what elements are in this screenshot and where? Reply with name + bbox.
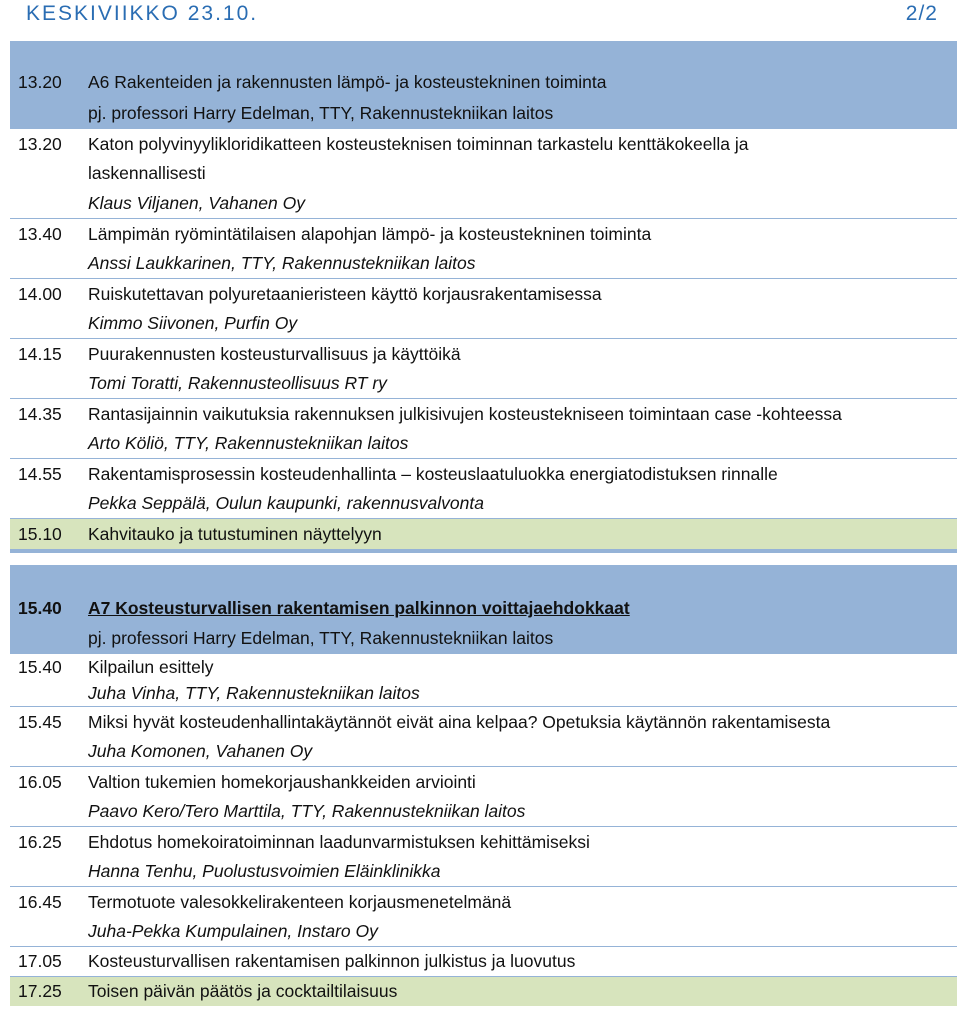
item-speaker: Hanna Tenhu, Puolustusvoimien Eläinklinikka xyxy=(88,861,441,881)
item-speaker: Juha Komonen, Vahanen Oy xyxy=(88,741,313,761)
item-speaker: Klaus Viljanen, Vahanen Oy xyxy=(88,193,305,213)
break-title: Kahvitauko ja tutustuminen näyttelyyn xyxy=(88,524,382,544)
session-title: A6 Rakenteiden ja rakennusten lämpö- ja kosteustekninen toiminta xyxy=(88,72,607,92)
item-title-continued: laskennallisesti xyxy=(88,163,206,183)
item-title: Lämpimän ryömintätilaisen alapohjan lämpö- ja kosteustekninen toiminta xyxy=(88,224,652,244)
program-item xyxy=(10,339,957,398)
item-time: 16.45 xyxy=(18,892,62,912)
page-number: 2/2 xyxy=(905,2,938,25)
item-speaker: Pekka Seppälä, Oulun kaupunki, rakennusvalvonta xyxy=(88,493,484,513)
item-time: 15.45 xyxy=(18,712,62,732)
coffee-break xyxy=(10,519,957,549)
item-title: Valtion tukemien homekorjaushankkeiden arviointi xyxy=(88,772,476,792)
item-title: Rakentamisprosessin kosteudenhallinta – kosteuslaatuluokka energiatodistuksen rinnalle xyxy=(88,464,778,484)
program-item xyxy=(10,707,957,766)
session-chair: pj. professori Harry Edelman, TTY, Rakennustekniikan laitos xyxy=(88,103,554,123)
item-time: 17.05 xyxy=(18,951,62,971)
item-title: Kosteusturvallisen rakentamisen palkinnon julkistus ja luovutus xyxy=(88,951,576,971)
item-title: Toisen päivän päätös ja cocktailtilaisuus xyxy=(88,981,398,1001)
program-item xyxy=(10,129,957,218)
item-time: 16.25 xyxy=(18,832,62,852)
program-item xyxy=(10,399,957,458)
item-title: Ruiskutettavan polyuretaanieristeen käyttö korjausrakentamisessa xyxy=(88,284,602,304)
item-title: Katon polyvinyylikloridikatteen kosteusteknisen toiminnan tarkastelu kenttäkokeella ja xyxy=(88,134,749,154)
session-time: 13.20 xyxy=(18,72,62,92)
item-title: Puurakennusten kosteusturvallisuus ja käyttöikä xyxy=(88,344,461,364)
item-speaker: Kimmo Siivonen, Purfin Oy xyxy=(88,313,298,333)
session-heading xyxy=(10,593,957,653)
item-speaker: Paavo Kero/Tero Marttila, TTY, Rakennustekniikan laitos xyxy=(88,801,526,821)
item-title: Miksi hyvät kosteudenhallintakäytännöt eivät aina kelpaa? Opetuksia käytännön rakentamisesta xyxy=(88,712,831,732)
item-speaker: Juha Vinha, TTY, Rakennustekniikan laitos xyxy=(88,683,420,703)
item-speaker: Anssi Laukkarinen, TTY, Rakennustekniikan laitos xyxy=(88,253,476,273)
session-time: 15.40 xyxy=(18,598,62,618)
item-title: Kilpailun esittely xyxy=(88,657,214,677)
session-a6 xyxy=(10,41,957,553)
session-chair: pj. professori Harry Edelman, TTY, Rakennustekniikan laitos xyxy=(88,628,554,648)
session-a7 xyxy=(10,565,957,1006)
item-title: Termotuote valesokkelirakenteen korjausmenetelmänä xyxy=(88,892,512,912)
item-speaker: Arto Köliö, TTY, Rakennustekniikan laitos xyxy=(88,433,409,453)
session-heading xyxy=(10,67,957,127)
day-closing xyxy=(10,977,957,1006)
item-title: Ehdotus homekoiratoiminnan laadunvarmistuksen kehittämiseksi xyxy=(88,832,590,852)
item-speaker: Tomi Toratti, Rakennusteollisuus RT ry xyxy=(88,373,387,393)
item-time: 17.25 xyxy=(18,981,62,1001)
program-item xyxy=(10,827,957,886)
break-time: 15.10 xyxy=(18,524,62,544)
program-item xyxy=(10,219,957,278)
session-title: A7 Kosteusturvallisen rakentamisen palkinnon voittajaehdokkaat xyxy=(88,598,630,618)
item-time: 13.20 xyxy=(18,134,62,154)
item-time: 13.40 xyxy=(18,224,62,244)
program-item xyxy=(10,654,957,706)
item-time: 14.55 xyxy=(18,464,62,484)
program-item xyxy=(10,887,957,946)
item-time: 14.35 xyxy=(18,404,62,424)
item-title: Rantasijainnin vaikutuksia rakennuksen julkisivujen kosteustekniseen toimintaan case -kohteessa xyxy=(88,404,842,424)
item-time: 14.15 xyxy=(18,344,62,364)
item-time: 14.00 xyxy=(18,284,62,304)
page-header xyxy=(0,0,960,38)
award-announcement xyxy=(10,947,957,976)
day-title: KESKIVIIKKO 23.10. xyxy=(26,2,259,25)
item-speaker: Juha-Pekka Kumpulainen, Instaro Oy xyxy=(88,921,378,941)
item-time: 15.40 xyxy=(18,657,62,677)
program-item xyxy=(10,459,957,518)
program-item xyxy=(10,279,957,338)
program-item xyxy=(10,767,957,826)
item-time: 16.05 xyxy=(18,772,62,792)
